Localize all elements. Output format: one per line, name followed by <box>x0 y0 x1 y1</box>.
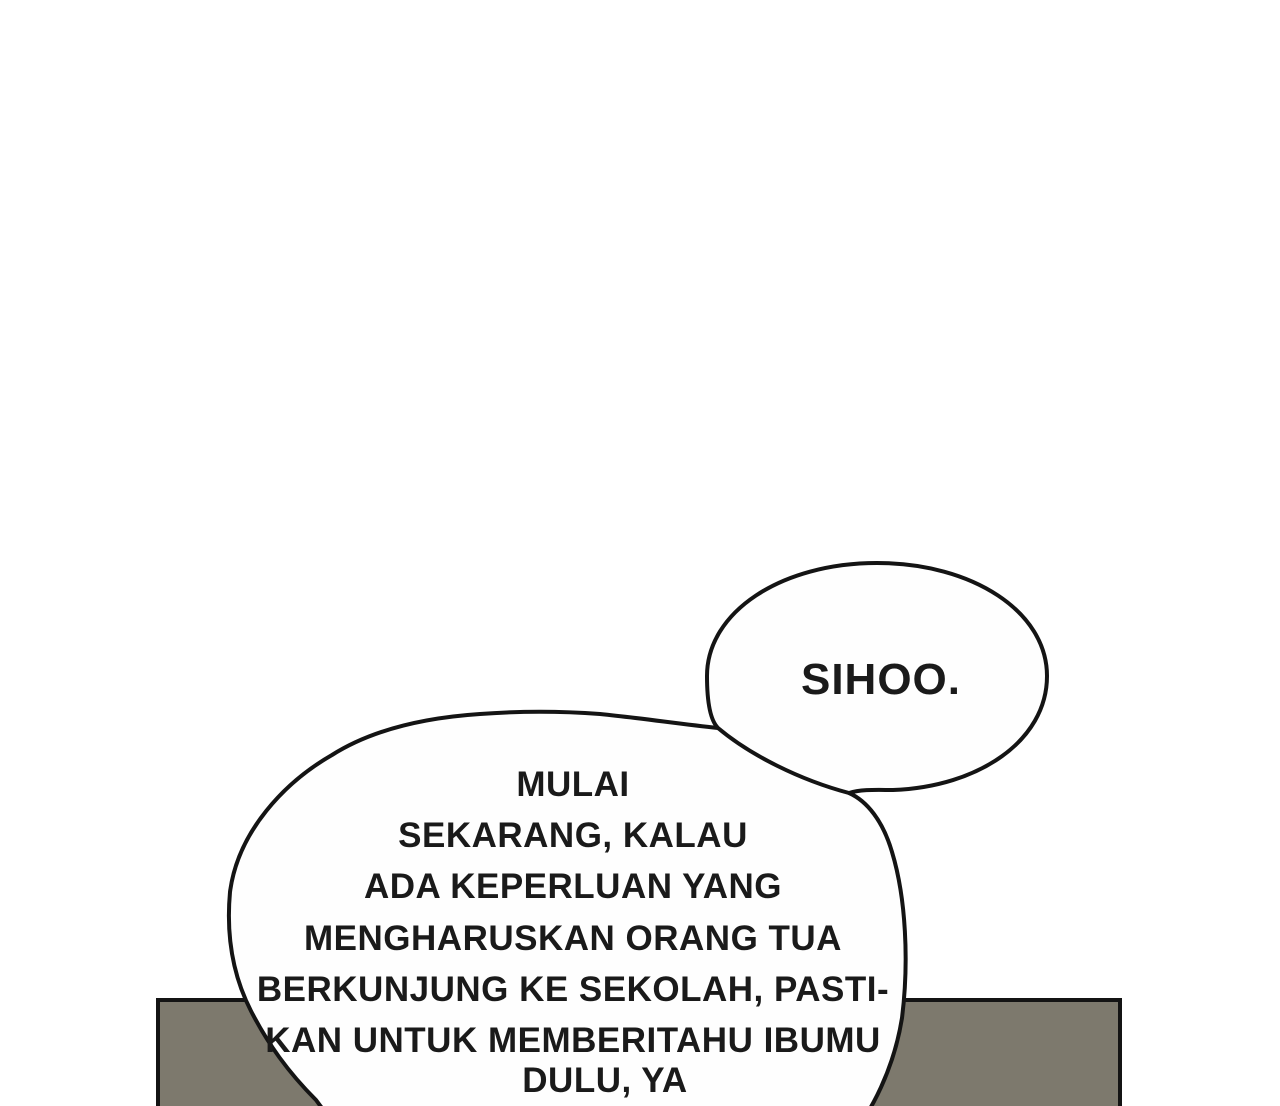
speech-line: MENGHARUSKAN ORANG TUA <box>304 918 842 958</box>
speech-line: SEKARANG, KALAU <box>398 816 748 856</box>
speech-bubble-small-text: SIHOO. <box>800 655 962 704</box>
speech-bubble-large-text <box>173 759 973 1066</box>
speech-line: MULAI <box>516 765 630 804</box>
speech-line: ADA KEPERLUAN YANG <box>363 867 783 907</box>
speech-line: BERKUNJUNG KE SEKOLAH, PASTI- <box>256 969 890 1009</box>
speech-line: KAN UNTUK MEMBERITAHU IBUMU <box>265 1020 881 1060</box>
speech-bubble-large-cutoff-line: DULU, YA <box>522 1061 688 1100</box>
